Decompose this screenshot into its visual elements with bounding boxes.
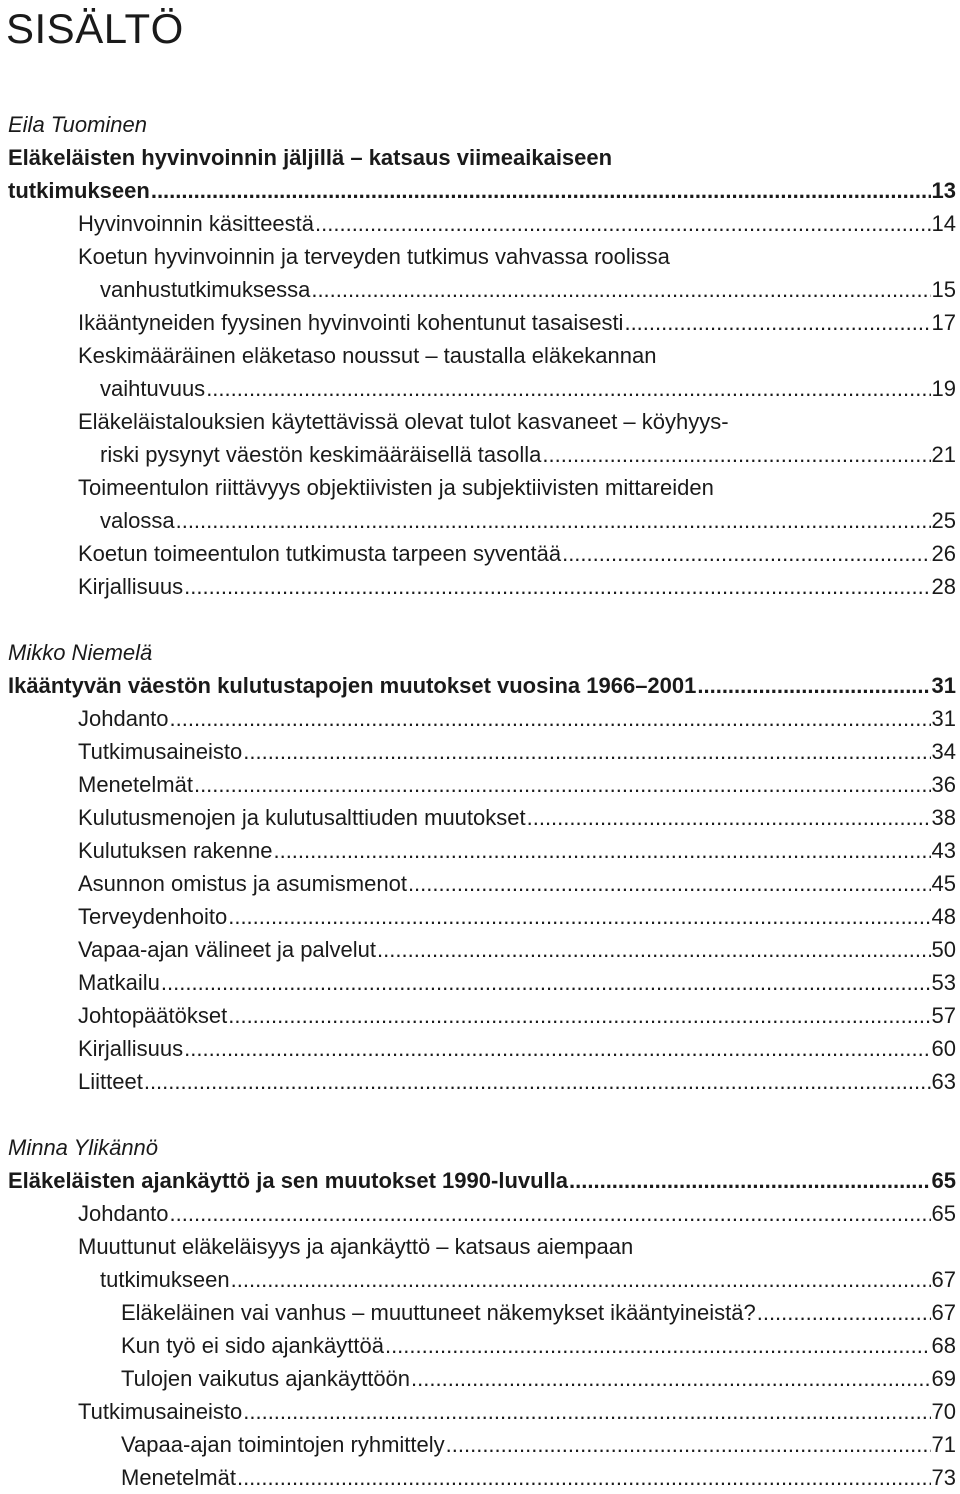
page-number: 60 <box>931 1036 956 1061</box>
toc-entry[interactable] <box>8 900 956 933</box>
page-number: 31 <box>931 706 956 731</box>
entry-title: Menetelmät <box>78 772 193 797</box>
page-number: 31 <box>931 673 956 698</box>
toc-entry[interactable] <box>8 207 956 240</box>
dot-leader <box>243 1395 930 1428</box>
dot-leader <box>408 867 931 900</box>
toc-section-niemela <box>8 636 956 1098</box>
dot-leader <box>228 999 930 1032</box>
entry-title: Kun työ ei sido ajankäyttöä <box>121 1333 384 1358</box>
toc-entry[interactable] <box>8 999 956 1032</box>
dot-leader <box>757 1296 931 1329</box>
entry-title: Eläkeläinen vai vanhus – muuttuneet näkemykset ikääntyineistä? <box>121 1300 756 1325</box>
toc-entry[interactable] <box>8 834 956 867</box>
entry-title: Tutkimusaineisto <box>78 1399 243 1424</box>
entry-title-line: Keskimääräinen eläketaso noussut – taustalla eläkekannan <box>78 343 657 368</box>
page-number: 26 <box>931 541 956 566</box>
dot-leader <box>243 735 930 768</box>
toc-entry[interactable] <box>8 273 956 306</box>
toc-entry[interactable] <box>8 801 956 834</box>
entry-title: Kirjallisuus <box>78 1036 184 1061</box>
chapter-entry[interactable] <box>8 1164 956 1197</box>
page-number: 43 <box>931 838 956 863</box>
dot-leader <box>151 174 931 207</box>
entry-title: Johdanto <box>78 706 169 731</box>
entry-title: Matkailu <box>78 970 160 995</box>
toc-entry[interactable] <box>8 1197 956 1230</box>
entry-title-line: Toimeentulon riittävyys objektiivisten ja subjektiivisten mittareiden <box>78 475 714 500</box>
toc-entry[interactable] <box>8 1065 956 1098</box>
entry-title: Vapaa-ajan välineet ja palvelut <box>78 937 377 962</box>
page-number: 63 <box>931 1069 956 1094</box>
dot-leader <box>231 1263 931 1296</box>
entry-title: Vapaa-ajan toimintojen ryhmittely <box>121 1432 445 1457</box>
toc-section-ylikanno <box>8 1131 956 1494</box>
entry-title-line: Muuttunut eläkeläisyys ja ajankäyttö – katsaus aiempaan <box>78 1234 634 1259</box>
page-number: 17 <box>931 310 956 335</box>
page-number: 53 <box>931 970 956 995</box>
dot-leader <box>385 1329 931 1362</box>
entry-title: Johdanto <box>78 1201 169 1226</box>
chapter-title: tutkimukseen <box>8 178 150 203</box>
entry-title: Ikääntyneiden fyysinen hyvinvointi kohentunut tasaisesti <box>78 310 624 335</box>
dot-leader <box>377 933 930 966</box>
toc-entry[interactable] <box>8 504 956 537</box>
dot-leader <box>562 537 930 570</box>
dot-leader <box>206 372 930 405</box>
toc-section-tuominen <box>8 108 956 603</box>
page-number: 15 <box>931 277 956 302</box>
toc-entry[interactable] <box>8 537 956 570</box>
dot-leader <box>184 570 930 603</box>
dot-leader <box>542 438 930 471</box>
dot-leader <box>311 273 930 306</box>
toc-entry[interactable] <box>8 966 956 999</box>
dot-leader <box>624 306 930 339</box>
entry-title: vanhustutkimuksessa <box>100 277 311 302</box>
page-number: 13 <box>931 178 956 203</box>
dot-leader <box>237 1461 931 1494</box>
page-number: 70 <box>931 1399 956 1424</box>
page-number: 38 <box>931 805 956 830</box>
entry-title-line: Koetun hyvinvoinnin ja terveyden tutkimus vahvassa roolissa <box>78 244 670 269</box>
toc-subentry[interactable] <box>8 1296 956 1329</box>
toc-subentry[interactable] <box>8 1362 956 1395</box>
dot-leader <box>527 801 931 834</box>
page-number: 67 <box>931 1267 956 1292</box>
toc-subentry[interactable] <box>8 1329 956 1362</box>
toc-entry[interactable] <box>8 1263 956 1296</box>
entry-title: Koetun toimeentulon tutkimusta tarpeen syventää <box>78 541 562 566</box>
page-number: 28 <box>931 574 956 599</box>
entry-title: Terveydenhoito <box>78 904 228 929</box>
dot-leader <box>569 1164 931 1197</box>
page-number: 19 <box>931 376 956 401</box>
toc-subentry[interactable] <box>8 1428 956 1461</box>
page-number: 34 <box>931 739 956 764</box>
dot-leader <box>315 207 931 240</box>
dot-leader <box>194 768 931 801</box>
toc-entry[interactable] <box>8 372 956 405</box>
entry-title: Johtopäätökset <box>78 1003 228 1028</box>
dot-leader <box>446 1428 931 1461</box>
toc-entry[interactable] <box>8 438 956 471</box>
toc-subentry[interactable] <box>8 1461 956 1494</box>
entry-title: vaihtuvuus <box>100 376 206 401</box>
entry-title: Hyvinvoinnin käsitteestä <box>78 211 315 236</box>
page-number: 25 <box>931 508 956 533</box>
entry-title: Tulojen vaikutus ajankäyttöön <box>121 1366 411 1391</box>
page-number: 73 <box>931 1465 956 1490</box>
entry-title: Tutkimusaineisto <box>78 739 243 764</box>
chapter-title: Eläkeläisten ajankäyttö ja sen muutokset 1990-luvulla <box>8 1168 569 1193</box>
entry-title-line: Eläkeläistalouksien käytettävissä olevat tulot kasvaneet – köyhyys- <box>78 409 729 434</box>
entry-title: riski pysynyt väestön keskimääräisellä tasolla <box>100 442 542 467</box>
entry-title: tutkimukseen <box>100 1267 230 1292</box>
page-number: 68 <box>931 1333 956 1358</box>
toc-entry[interactable] <box>8 768 956 801</box>
entry-title: Liitteet <box>78 1069 143 1094</box>
toc-entry[interactable] <box>8 867 956 900</box>
entry-title: Kirjallisuus <box>78 574 184 599</box>
page-number: 67 <box>931 1300 956 1325</box>
chapter-entry[interactable] <box>8 669 956 702</box>
toc-entry[interactable] <box>8 735 956 768</box>
page-number: 65 <box>931 1168 956 1193</box>
dot-leader <box>170 1197 931 1230</box>
dot-leader <box>170 702 931 735</box>
toc-entry[interactable] <box>8 1395 956 1428</box>
page-number: 14 <box>931 211 956 236</box>
page-number: 65 <box>931 1201 956 1226</box>
section-author: Minna Ylikännö <box>8 1135 159 1160</box>
chapter-title: Ikääntyvän väestön kulutustapojen muutokset vuosina 1966–2001 <box>8 673 697 698</box>
page-number: 36 <box>931 772 956 797</box>
toc-entry[interactable] <box>8 570 956 603</box>
dot-leader <box>228 900 930 933</box>
section-author: Mikko Niemelä <box>8 640 153 665</box>
toc-entry[interactable] <box>8 702 956 735</box>
dot-leader <box>273 834 930 867</box>
page-number: 71 <box>931 1432 956 1457</box>
toc-entry[interactable] <box>8 933 956 966</box>
dot-leader <box>176 504 931 537</box>
chapter-title-line: Eläkeläisten hyvinvoinnin jäljillä – katsaus viimeaikaiseen <box>8 145 613 170</box>
dot-leader <box>184 1032 930 1065</box>
page-number: 50 <box>931 937 956 962</box>
dot-leader <box>697 669 930 702</box>
dot-leader <box>161 966 931 999</box>
entry-title: Kulutusmenojen ja kulutusalttiuden muutokset <box>78 805 526 830</box>
page-number: 69 <box>931 1366 956 1391</box>
entry-title: Asunnon omistus ja asumismenot <box>78 871 407 896</box>
toc-entry[interactable] <box>8 306 956 339</box>
dot-leader <box>411 1362 930 1395</box>
page-number: 48 <box>931 904 956 929</box>
toc-entry[interactable] <box>8 1032 956 1065</box>
page-number: 21 <box>931 442 956 467</box>
entry-title: Kulutuksen rakenne <box>78 838 273 863</box>
entry-title: valossa <box>100 508 175 533</box>
dot-leader <box>144 1065 931 1098</box>
table-of-contents <box>8 108 956 1494</box>
section-author: Eila Tuominen <box>8 112 147 137</box>
page-number: 45 <box>931 871 956 896</box>
entry-title: Menetelmät <box>121 1465 236 1490</box>
chapter-entry[interactable] <box>8 174 956 207</box>
page-title: SISÄLTÖ <box>6 5 184 52</box>
page-number: 57 <box>931 1003 956 1028</box>
